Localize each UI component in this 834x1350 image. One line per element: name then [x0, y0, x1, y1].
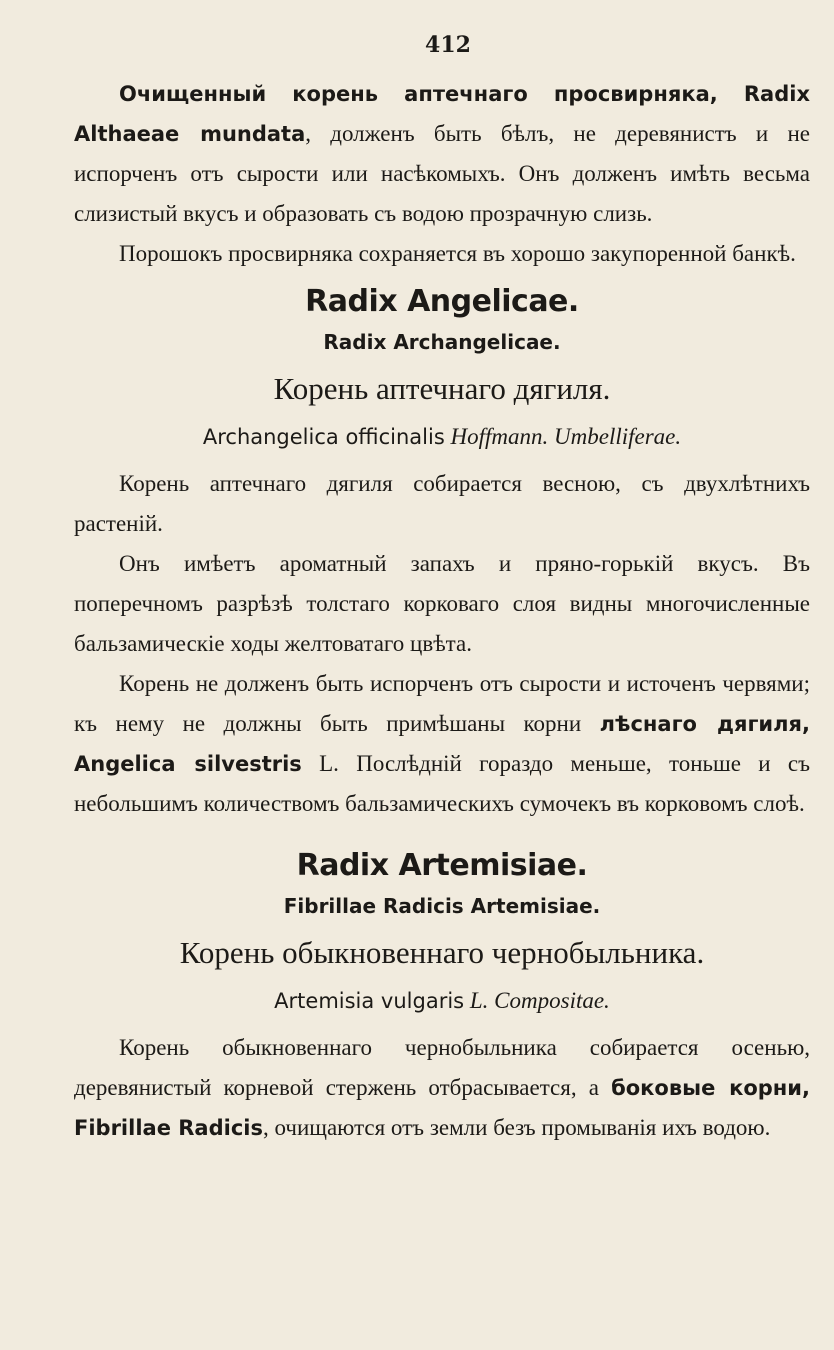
althaea-bold-term: Очищенный корень аптечнаго просвирняка, Radix Althaeae mundata [74, 82, 810, 146]
artemisia-russian-name: Корень обыкновеннаго чернобыльника. [179, 935, 705, 970]
althaea-description: , долженъ быть бѣлъ, не деревянистъ и не испорченъ отъ сырости или насѣкомыхъ. Онъ долженъ имѣть весьма слизистый вкусъ и образовать съ водою прозрачную слизь. [74, 121, 811, 226]
angelica-paragraph-3 [74, 664, 810, 824]
angelica-russian-name: Корень аптечнаго дягиля. [273, 371, 611, 406]
artemisia-p1-text-a: Корень обыкновеннаго чернобыльника собирается осенью, деревянистый корневой стержень отбрасывается, а [74, 1035, 810, 1100]
angelica-paragraph-2: Онъ имѣетъ ароматный запахъ и пряно-горькій вкусъ. Въ поперечномъ разрѣзѣ толстаго корковаго слоя видны многочисленные бальзамическіе ходы желтоватаго цвѣта. [74, 551, 810, 656]
artemisia-species: Artemisia vulgaris [274, 989, 465, 1013]
angelica-author: Hoffmann. [450, 424, 549, 449]
angelica-p3-text-a: Корень не долженъ быть испорченъ отъ сырости и источенъ червями; къ нему не должны быть примѣшаны корни [74, 671, 810, 736]
artemisia-species-line [74, 980, 810, 1022]
althaea-paragraph-1 [74, 74, 810, 234]
page-number: 412 [425, 32, 471, 58]
angelica-paragraph-1: Корень аптечнаго дягиля собирается весною, съ двухлѣтнихъ растеній. [74, 471, 810, 536]
artemisia-p1-bold: боковые корни, Fibrillae Radicis [74, 1076, 810, 1140]
althaea-paragraph-2: Порошокъ просвирняка сохраняется въ хорошо закупоренной банкѣ. [119, 241, 796, 266]
angelica-subtitle: Radix Archangelicae. [323, 330, 561, 354]
angelica-family: Umbelliferae. [554, 424, 682, 449]
angelica-title: Radix Angelicae. [305, 284, 579, 319]
artemisia-p1-text-b: , очищаются отъ земли безъ промыванія ихъ водою. [262, 1115, 771, 1140]
angelica-p3-bold: лѣснаго дягиля, Angelica silvestris [74, 712, 810, 776]
angelica-p3-text-b: L. Послѣдній гораздо меньше, тоньше и съ небольшимъ количествомъ бальзамическихъ сумочекъ въ корковомъ слоѣ. [74, 751, 810, 816]
artemisia-author: L. [469, 988, 489, 1013]
angelica-species: Archangelica officinalis [202, 425, 445, 449]
angelica-species-line [74, 416, 810, 458]
artemisia-title: Radix Artemisiae. [296, 848, 588, 883]
artemisia-paragraph-1 [74, 1028, 810, 1148]
artemisia-subtitle: Fibrillae Radicis Artemisiae. [283, 894, 601, 918]
artemisia-family: Compositae. [494, 988, 610, 1013]
